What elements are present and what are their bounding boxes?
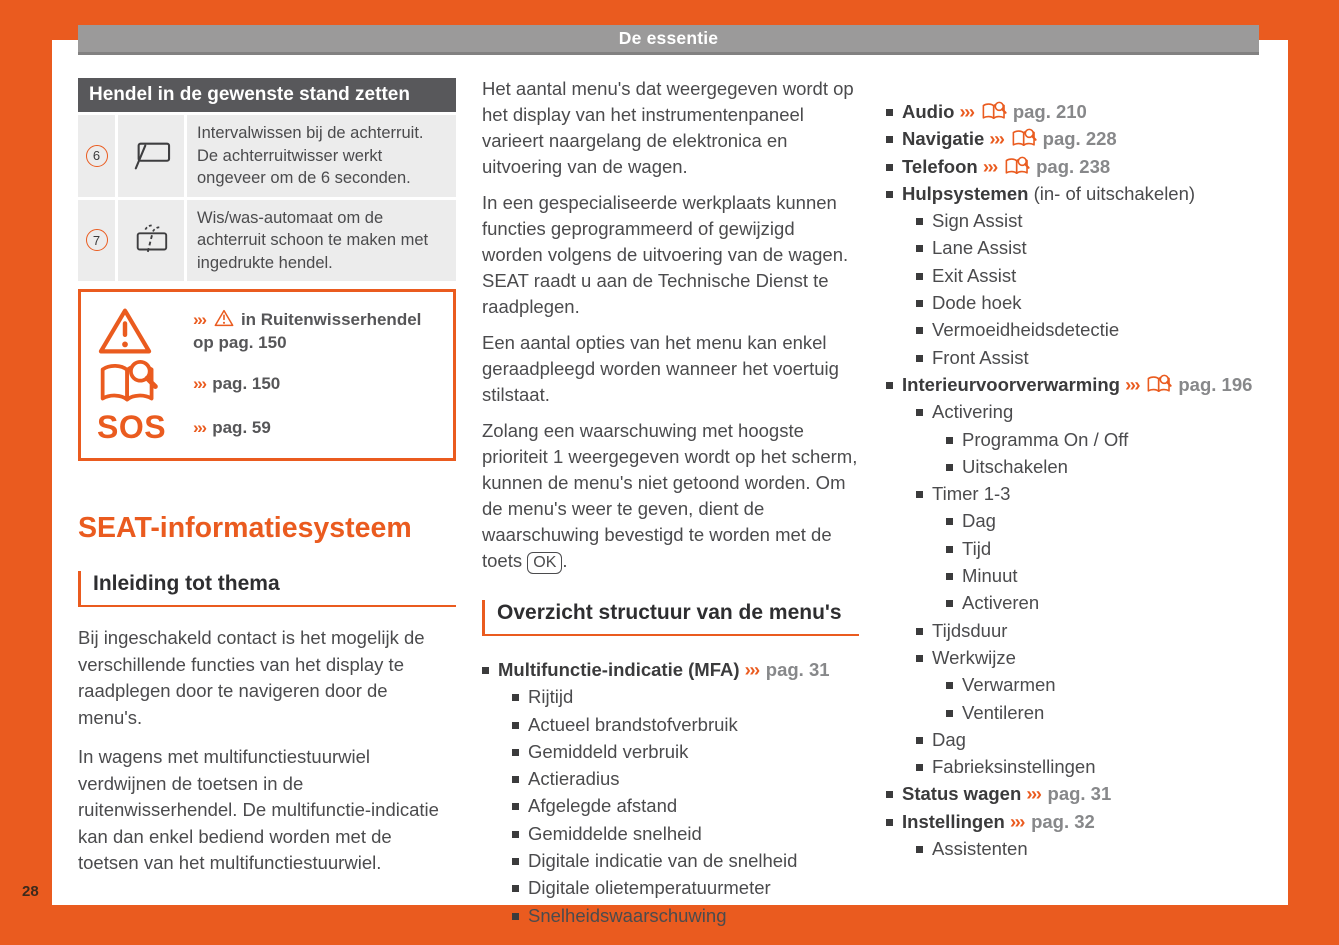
list-item-label: Ventileren — [962, 701, 1045, 723]
menu-structure-list — [482, 656, 859, 929]
menu-structure-list-continued — [886, 98, 1271, 862]
table-body — [78, 115, 456, 281]
bullet-square-icon — [512, 694, 519, 701]
page-reference: pag. 210 — [1012, 101, 1087, 122]
list-item-label: Digitale olietemperatuurmeter — [528, 877, 771, 899]
book-search-icon — [981, 101, 1008, 122]
table-title: Hendel in de gewenste stand zetten — [78, 78, 456, 112]
bullet-square-icon — [886, 164, 893, 171]
page-reference: pag. 32 — [1031, 810, 1095, 832]
bullet-square-icon — [946, 600, 953, 607]
list-item-label: Tijd — [962, 537, 992, 559]
list-item-label — [902, 101, 1087, 122]
lever-position-table — [78, 78, 456, 281]
row-description: Intervalwissen bij de achterruit. De achterruitwisser werkt ongeveer om de 6 seconden. — [187, 115, 456, 197]
reference-row — [97, 306, 437, 356]
list-item-label — [902, 783, 1111, 804]
bullet-square-icon — [886, 109, 893, 116]
list-item — [886, 262, 1271, 289]
list-item-label: Uitschakelen — [962, 455, 1068, 477]
cross-ref-arrows: ››› — [193, 373, 206, 393]
page-header-title: De essentie — [618, 28, 719, 48]
reference-text: ››› in Ruitenwisserhendel op pag. 150 — [193, 310, 422, 352]
reference-text: ››› pag. 150 — [193, 373, 281, 393]
reference-text: ››› pag. 59 — [193, 417, 271, 437]
list-item-label: Gemiddeld verbruik — [528, 740, 689, 762]
list-item-label: Actueel brandstofverbruik — [528, 713, 738, 735]
bullet-square-icon — [512, 722, 519, 729]
list-item-label: Programma On / Off — [962, 428, 1129, 450]
list-item-label: Activeren — [962, 592, 1040, 614]
bullet-square-icon — [946, 518, 953, 525]
list-item — [886, 671, 1271, 698]
bullet-square-icon — [916, 737, 923, 744]
list-item-label: Timer 1-3 — [932, 483, 1011, 505]
paragraph: Bij ingeschakeld contact is het mogelijk de verschillende functies van het display te raadplegen door te navigeren door de menu's. — [78, 627, 425, 728]
bullet-square-icon — [946, 682, 953, 689]
book-search-icon — [1004, 156, 1031, 177]
list-item — [482, 656, 859, 683]
list-item — [482, 902, 859, 929]
list-item — [886, 371, 1271, 398]
list-item — [482, 683, 859, 710]
table-row — [78, 115, 456, 197]
list-item — [886, 562, 1271, 589]
list-item — [886, 835, 1271, 862]
list-item — [482, 847, 859, 874]
page-reference: pag. 238 — [1036, 155, 1111, 177]
bullet-square-icon — [916, 245, 923, 252]
warning-triangle-icon — [212, 310, 236, 329]
list-item-label: Tijdsduur — [932, 619, 1008, 641]
sos-label-wrap — [97, 410, 193, 444]
bullet-square-icon — [886, 791, 893, 798]
bullet-square-icon — [886, 382, 893, 389]
bullet-square-icon — [482, 667, 489, 674]
cross-ref-arrows: ››› — [744, 659, 759, 680]
bullet-square-icon — [886, 136, 893, 143]
paragraph: In een gespecialiseerde werkplaats kunnen functies geprogrammeerd of gewijzigd worden volgens de uitvoering van de wagen. SEAT raadt u aan de Technische Dienst te raadplegen. — [482, 192, 849, 317]
list-item-label: Werkwijze — [932, 646, 1016, 668]
list-item — [886, 480, 1271, 507]
reference-row — [97, 410, 437, 444]
list-item-label: Gemiddelde snelheid — [528, 822, 702, 844]
bullet-square-icon — [886, 819, 893, 826]
list-item — [886, 589, 1271, 616]
bullet-square-icon — [916, 300, 923, 307]
list-item-label: Sign Assist — [932, 210, 1023, 232]
list-item-label: Activering — [932, 401, 1014, 423]
list-item — [886, 234, 1271, 261]
bullet-square-icon — [916, 355, 923, 362]
reference-box — [78, 289, 456, 461]
list-item-label: Fabrieksinstellingen — [932, 756, 1096, 778]
list-item — [886, 125, 1271, 152]
bullet-square-icon — [886, 191, 893, 198]
list-item-bold-label: Status wagen — [902, 783, 1022, 805]
bullet-square-icon — [512, 803, 519, 810]
list-item — [886, 726, 1271, 753]
list-item — [886, 207, 1271, 234]
list-item — [886, 507, 1271, 534]
list-item — [886, 289, 1271, 316]
page-reference: pag. 196 — [1178, 373, 1253, 395]
list-item-label: Vermoeidheidsdetectie — [932, 319, 1120, 341]
paragraph: Het aantal menu's dat weergegeven wordt op het display van het instrumentenpaneel varieert naargelang de elektronica en uitvoering van de wagen. — [482, 78, 854, 177]
bullet-square-icon — [946, 464, 953, 471]
list-item — [886, 644, 1271, 671]
cross-ref-arrows: ››› — [989, 128, 1004, 150]
list-item-label — [902, 374, 1252, 395]
bullet-square-icon — [946, 573, 953, 580]
list-item-label — [902, 811, 1095, 832]
cross-ref-arrows: ››› — [982, 155, 997, 177]
list-item — [886, 98, 1271, 125]
bullet-square-icon — [916, 655, 923, 662]
bullet-square-icon — [512, 885, 519, 892]
bullet-square-icon — [916, 409, 923, 416]
list-item-label: Assistenten — [932, 838, 1028, 860]
page-reference: pag. 31 — [765, 659, 830, 680]
list-item-bold-label: Navigatie — [902, 128, 985, 150]
bullet-square-icon — [512, 831, 519, 838]
list-item — [886, 344, 1271, 371]
middle-paragraphs — [482, 76, 859, 574]
book-search-icon — [1146, 374, 1173, 395]
cross-ref-arrows: ››› — [1009, 810, 1024, 832]
list-item-label: Dag — [932, 728, 966, 750]
paragraph: Een aantal opties van het menu kan enkel geraadpleegd worden wanneer het voertuig stilstaat. — [482, 332, 839, 405]
section-heading-inleiding: Inleiding tot thema — [78, 571, 456, 607]
bullet-square-icon — [916, 273, 923, 280]
bullet-square-icon — [916, 764, 923, 771]
book-search-icon — [97, 359, 193, 408]
left-paragraphs — [78, 625, 456, 877]
rear-wiper-interval-icon — [118, 115, 184, 197]
list-item-label: Exit Assist — [932, 264, 1017, 286]
list-item-bold-label: Audio — [902, 101, 955, 122]
bullet-square-icon — [946, 710, 953, 717]
list-item — [886, 316, 1271, 343]
list-item — [886, 453, 1271, 480]
reference-row — [97, 359, 437, 408]
list-item — [886, 808, 1271, 835]
bullet-square-icon — [916, 846, 923, 853]
list-item — [482, 874, 859, 901]
list-item-label: Dag — [962, 510, 996, 532]
list-item-bold-label: Hulpsystemen — [902, 182, 1029, 204]
list-item — [886, 180, 1271, 207]
section-heading-overzicht: Overzicht structuur van de menu's — [482, 600, 859, 636]
cross-ref-arrows: ››› — [193, 310, 206, 329]
page-number: 28 — [22, 883, 39, 900]
paragraph: Zolang een waarschuwing met hoogste prioriteit 1 weergegeven wordt op het scherm, kunnen de menu's niet getoond worden. Om de menu's weer te geven, dient de waarschuwing bevestigd te worden met de toets OK . — [482, 418, 859, 574]
list-item — [886, 617, 1271, 644]
keycap-ok: OK — [527, 552, 562, 574]
list-item-label — [902, 156, 1110, 177]
bullet-square-icon — [916, 628, 923, 635]
list-item — [482, 820, 859, 847]
list-item-label: Afgelegde afstand — [528, 795, 678, 817]
page-reference: pag. 31 — [1047, 783, 1112, 805]
right-column — [886, 78, 1271, 862]
list-item-label: Snelheidswaarschuwing — [528, 904, 727, 926]
list-item-label — [498, 659, 830, 680]
rear-wiper-wash-icon — [118, 200, 184, 282]
left-column — [78, 78, 456, 877]
list-item-label: Rijtijd — [528, 686, 574, 708]
bullet-square-icon — [512, 858, 519, 865]
list-item — [886, 398, 1271, 425]
bullet-square-icon — [916, 491, 923, 498]
list-item-bold-label: Interieurvoorverwarming — [902, 373, 1120, 395]
cross-ref-arrows: ››› — [1125, 373, 1140, 395]
list-item-bold-label: Multifunctie-indicatie (MFA) — [498, 659, 740, 680]
row-description: Wis/was-automaat om de achterruit schoon te maken met ingedrukte hendel. — [187, 200, 456, 282]
list-item-bold-label: Telefoon — [902, 155, 978, 177]
list-item-bold-label: Instellingen — [902, 810, 1005, 832]
list-item — [886, 699, 1271, 726]
list-item — [886, 780, 1271, 807]
row-number-cell — [78, 200, 115, 282]
list-item-label — [902, 128, 1117, 149]
bullet-square-icon — [946, 437, 953, 444]
bullet-square-icon — [946, 546, 953, 553]
list-item-label: Actieradius — [528, 768, 620, 790]
list-item — [482, 738, 859, 765]
list-item — [886, 426, 1271, 453]
list-item-label: Lane Assist — [932, 237, 1027, 259]
bullet-square-icon — [512, 776, 519, 783]
list-item-label: Dode hoek — [932, 292, 1022, 314]
cross-ref-arrows: ››› — [193, 417, 206, 437]
page-header — [78, 25, 1259, 55]
list-item-label: Digitale indicatie van de snelheid — [528, 850, 798, 872]
list-item — [886, 153, 1271, 180]
list-item — [482, 765, 859, 792]
warning-triangle-icon — [97, 306, 193, 356]
bullet-square-icon — [512, 913, 519, 920]
bullet-square-icon — [916, 327, 923, 334]
list-item-label: Minuut — [962, 565, 1018, 587]
page-reference: pag. 228 — [1042, 128, 1117, 150]
list-item — [482, 711, 859, 738]
paragraph: In wagens met multifunctiestuurwiel verdwijnen de toetsen in de ruitenwisserhendel. De multifunctie-indicatie kan dan enkel bediend worden met de toetsen van het multifunctiestuurwiel. — [78, 746, 439, 873]
main-heading: SEAT-informatiesysteem — [78, 512, 412, 544]
list-item-label: Hulpsystemen (in- of uitschakelen) — [902, 182, 1196, 204]
cross-ref-arrows: ››› — [959, 101, 974, 122]
bullet-square-icon — [916, 218, 923, 225]
list-item — [886, 535, 1271, 562]
row-number-cell — [78, 115, 115, 197]
circled-number-badge: 6 — [86, 145, 108, 167]
book-search-icon — [1011, 128, 1038, 149]
list-item — [886, 753, 1271, 780]
list-item-label: Front Assist — [932, 346, 1029, 368]
list-item-label: Verwarmen — [962, 674, 1056, 696]
list-item — [482, 792, 859, 819]
cross-ref-arrows: ››› — [1026, 783, 1041, 805]
middle-column — [482, 76, 859, 929]
bullet-square-icon — [512, 749, 519, 756]
circled-number-badge: 7 — [86, 229, 108, 251]
sos-label: SOS — [97, 409, 167, 445]
table-row — [78, 200, 456, 282]
